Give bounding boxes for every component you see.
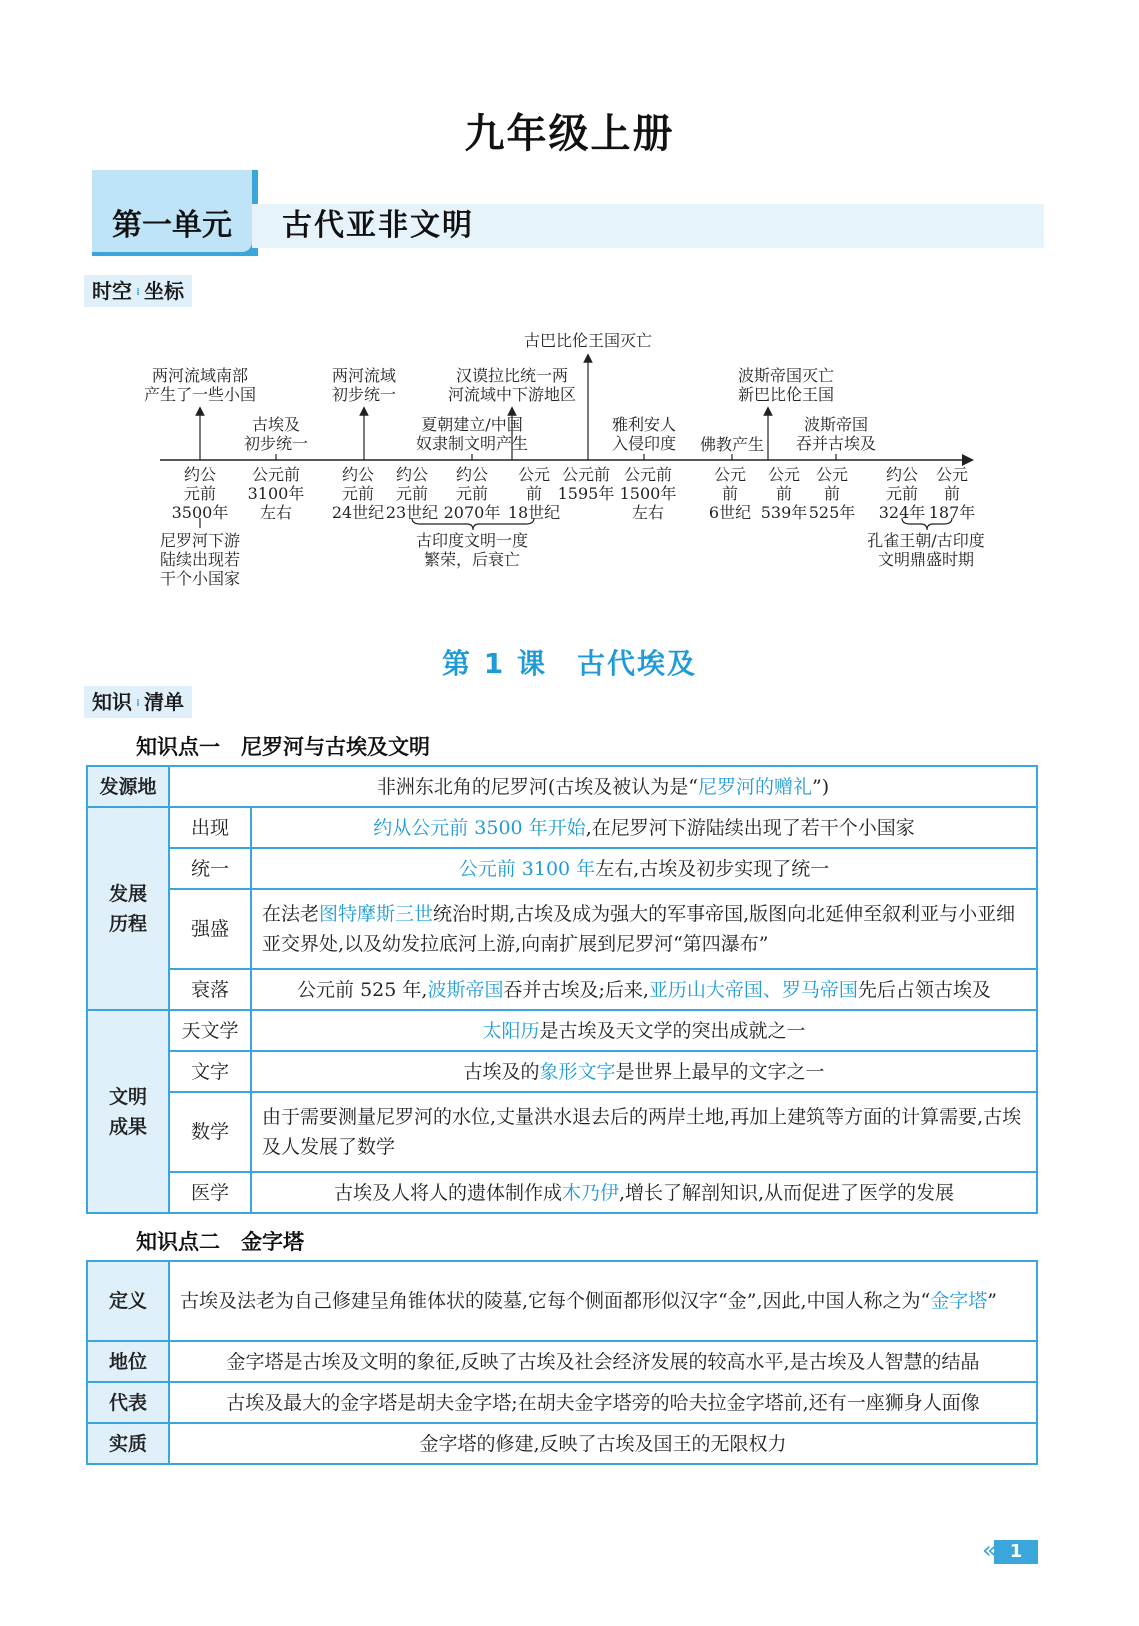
section-tag-part2: 清单 bbox=[144, 690, 184, 714]
table-row bbox=[87, 889, 1037, 969]
section-tag-knowledge bbox=[84, 686, 192, 718]
table-row bbox=[87, 1172, 1037, 1213]
ach-label: 文明成果 bbox=[87, 1010, 169, 1213]
timeline-date-label: 公元前 1500年左右 bbox=[619, 465, 677, 522]
ach-cell: 古埃及的象形文字是世界上最早的文字之一 bbox=[251, 1051, 1037, 1092]
dev-sub: 统一 bbox=[169, 848, 251, 889]
ach-sub: 数学 bbox=[169, 1092, 251, 1172]
timeline-below-label: 古印度文明一度繁荣，后衰亡 bbox=[415, 531, 529, 569]
ach-cell: 古埃及人将人的遗体制作成木乃伊,增长了解剖知识,从而促进了医学的发展 bbox=[251, 1172, 1037, 1213]
timeline-event-label: 两河流域初步统一 bbox=[331, 366, 397, 404]
kp1-title: 知识点一 尼罗河与古埃及文明 bbox=[136, 735, 430, 759]
page-number: 1 bbox=[994, 1540, 1038, 1564]
timeline-below-label: 尼罗河下游陆续出现若干个小国家 bbox=[159, 531, 241, 588]
timeline-below-label: 孔雀王朝/古印度文明鼎盛时期 bbox=[867, 531, 985, 569]
section-tag-part2: 坐标 bbox=[144, 279, 184, 303]
kp2-label: 地位 bbox=[87, 1341, 169, 1382]
timeline-event-label: 佛教产生 bbox=[699, 435, 765, 454]
dev-cell: 公元前 3100 年左右,古埃及初步实现了统一 bbox=[251, 848, 1037, 889]
table-row bbox=[87, 1092, 1037, 1172]
lesson-title: 第 1 课 古代埃及 bbox=[442, 647, 697, 680]
table-row bbox=[87, 1341, 1037, 1382]
tag-separator-icon: ⁞ bbox=[136, 697, 140, 709]
dev-sub: 强盛 bbox=[169, 889, 251, 969]
table-row bbox=[87, 848, 1037, 889]
timeline-date-label: 公元前 525年 bbox=[808, 465, 856, 522]
timeline-event-label: 波斯帝国吞并古埃及 bbox=[795, 415, 877, 453]
timeline-date-label: 公元前 3100年左右 bbox=[247, 465, 305, 522]
dev-cell: 公元前 525 年,波斯帝国吞并古埃及;后来,亚历山大帝国、罗马帝国先后占领古埃及 bbox=[251, 969, 1037, 1010]
kp2-label: 定义 bbox=[87, 1261, 169, 1341]
table-row bbox=[87, 1382, 1037, 1423]
table-row bbox=[87, 1423, 1037, 1464]
unit-label: 第一单元 bbox=[112, 208, 232, 243]
tag-separator-icon: ⁞ bbox=[136, 286, 140, 298]
section-tag-timeline bbox=[84, 275, 192, 307]
ach-cell: 由于需要测量尼罗河的水位,丈量洪水退去后的两岸土地,再加上建筑等方面的计算需要,古埃及人发展了数学 bbox=[251, 1092, 1037, 1172]
kp2-cell: 古埃及最大的金字塔是胡夫金字塔;在胡夫金字塔旁的哈夫拉金字塔前,还有一座狮身人面像 bbox=[169, 1382, 1037, 1423]
timeline-date-label: 公元前 539年 bbox=[760, 465, 808, 522]
timeline-date-label: 公元前 18世纪 bbox=[507, 465, 561, 522]
kp2-label: 代表 bbox=[87, 1382, 169, 1423]
ach-sub: 天文学 bbox=[169, 1010, 251, 1051]
kp1-table bbox=[86, 765, 1038, 1214]
timeline-event-label: 雅利安人入侵印度 bbox=[611, 415, 677, 453]
timeline-date-label: 约公元前 23世纪 bbox=[385, 465, 439, 522]
timeline-event-label: 波斯帝国灭亡新巴比伦王国 bbox=[737, 366, 835, 404]
ach-sub: 医学 bbox=[169, 1172, 251, 1213]
origin-label: 发源地 bbox=[87, 766, 169, 807]
kp2-label: 实质 bbox=[87, 1423, 169, 1464]
timeline-date-label: 约公元前 3500年 bbox=[171, 465, 229, 522]
ach-sub: 文字 bbox=[169, 1051, 251, 1092]
dev-label: 发展历程 bbox=[87, 807, 169, 1010]
timeline-event-label: 汉谟拉比统一两河流域中下游地区 bbox=[447, 366, 577, 404]
page-chevron-icon: « bbox=[982, 1536, 993, 1564]
timeline-date-label: 约公元前 24世纪 bbox=[331, 465, 385, 522]
origin-highlight: 尼罗河的赠礼 bbox=[697, 775, 812, 798]
origin-cell bbox=[169, 766, 1037, 807]
table-row bbox=[87, 969, 1037, 1010]
origin-text-end: ”) bbox=[812, 775, 830, 798]
origin-text: 非洲东北角的尼罗河(古埃及被认为是“ bbox=[376, 775, 698, 798]
kp2-cell: 古埃及法老为自己修建呈角锥体状的陵墓,它每个侧面都形似汉字“金”,因此,中国人称之为“金字塔” bbox=[169, 1261, 1037, 1341]
dev-sub: 出现 bbox=[169, 807, 251, 848]
timeline-event-label: 两河流域南部产生了一些小国 bbox=[143, 366, 257, 404]
ach-cell: 太阳历是古埃及天文学的突出成就之一 bbox=[251, 1010, 1037, 1051]
table-row bbox=[87, 1261, 1037, 1341]
timeline-date-label: 约公元前 324年 bbox=[878, 465, 926, 522]
timeline-date-label: 公元前 1595年 bbox=[557, 465, 615, 503]
table-row bbox=[87, 807, 1037, 848]
kp2-title: 知识点二 金字塔 bbox=[136, 1230, 304, 1254]
kp2-table bbox=[86, 1260, 1038, 1465]
table-row bbox=[87, 766, 1037, 807]
kp2-cell: 金字塔是古埃及文明的象征,反映了古埃及社会经济发展的较高水平,是古埃及人智慧的结晶 bbox=[169, 1341, 1037, 1382]
timeline-event-label: 夏朝建立/中国奴隶制文明产生 bbox=[415, 415, 529, 453]
timeline-event-label: 古巴比伦王国灭亡 bbox=[523, 331, 653, 350]
table-row bbox=[87, 1010, 1037, 1051]
timeline-date-label: 公元前 187年 bbox=[928, 465, 976, 522]
section-tag-part1: 知识 bbox=[92, 690, 132, 714]
timeline bbox=[0, 330, 1139, 610]
table-row bbox=[87, 1051, 1037, 1092]
timeline-date-label: 约公元前 2070年 bbox=[443, 465, 501, 522]
dev-cell: 约从公元前 3500 年开始,在尼罗河下游陆续出现了若干个小国家 bbox=[251, 807, 1037, 848]
book-title: 九年级上册 bbox=[464, 111, 675, 157]
dev-sub: 衰落 bbox=[169, 969, 251, 1010]
unit-title: 古代亚非文明 bbox=[282, 208, 474, 243]
timeline-date-label: 公元前 6世纪 bbox=[708, 465, 752, 522]
dev-cell: 在法老图特摩斯三世统治时期,古埃及成为强大的军事帝国,版图向北延伸至叙利亚与小亚细亚交界处,以及幼发拉底河上游,向南扩展到尼罗河“第四瀑布” bbox=[251, 889, 1037, 969]
timeline-event-label: 古埃及初步统一 bbox=[243, 415, 309, 453]
kp2-cell: 金字塔的修建,反映了古埃及国王的无限权力 bbox=[169, 1423, 1037, 1464]
section-tag-part1: 时空 bbox=[92, 279, 132, 303]
